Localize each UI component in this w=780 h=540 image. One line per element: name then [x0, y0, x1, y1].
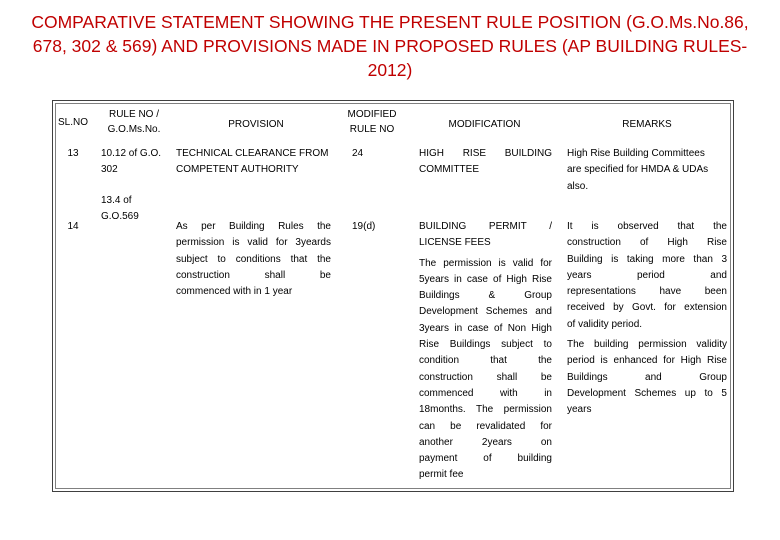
row-14-modified-rule: 19(d)	[352, 221, 376, 232]
title-line-1: COMPARATIVE STATEMENT SHOWING THE PRESENT RULE POSITION (G.O.Ms.No.86,	[31, 12, 749, 32]
header-sl-no: SL.NO	[57, 117, 88, 128]
row-14-modification: BUILDING PERMIT / LICENSE FEES The permission is valid for 5years in case of High Rise Buildings & Group Development Schemes and 3years in case of Non High Rise Buildings subject to condition that the construction shall be commenced with in 18months. The permission can be revalidated for another 2years on payment of building permit fee	[419, 221, 552, 481]
header-modification: MODIFICATION	[448, 119, 521, 130]
row-14-provision: As per Building Rules the permission is valid for 3yeards subject to conditions that the construction shall be commenced with in 1 year	[176, 221, 331, 298]
row-13-provision: TECHNICAL CLEARANCE FROM COMPETENT AUTHORITY	[176, 148, 329, 176]
header-provision: PROVISION	[228, 119, 284, 130]
document-title	[22, 10, 758, 82]
header-rule-no: RULE NO / G.O.Ms.No.	[107, 109, 161, 135]
row-13-sl-no: 13	[67, 148, 79, 159]
header-remarks: REMARKS	[622, 119, 672, 130]
title-line-3: 2012)	[367, 60, 413, 80]
row-14-remarks: It is observed that the construction of High Rise Building is taking more than 3 years period and representations have been received by Govt. for extension of validity period. The building permission validity period is enhanced for High Rise Buildings and Group Development Schemes up to 5 years	[567, 221, 727, 416]
row-13-rule-no: 10.12 of G.O. 302 13.4 of G.O.569	[101, 148, 162, 222]
comparative-table	[52, 100, 734, 492]
row-14-sl-no: 14	[67, 221, 79, 232]
title-line-2: 678, 302 & 569) AND PROVISIONS MADE IN PROPOSED RULES (AP BUILDING RULES-	[32, 36, 748, 56]
row-13-modified-rule: 24	[352, 148, 364, 159]
row-13-modification: HIGH RISE BUILDING COMMITTEE	[419, 148, 552, 176]
row-13-remarks: High Rise Building Committees are specified for HMDA & UDAs also.	[567, 148, 709, 192]
header-modified-rule-no: MODIFIED RULE NO	[347, 109, 397, 135]
